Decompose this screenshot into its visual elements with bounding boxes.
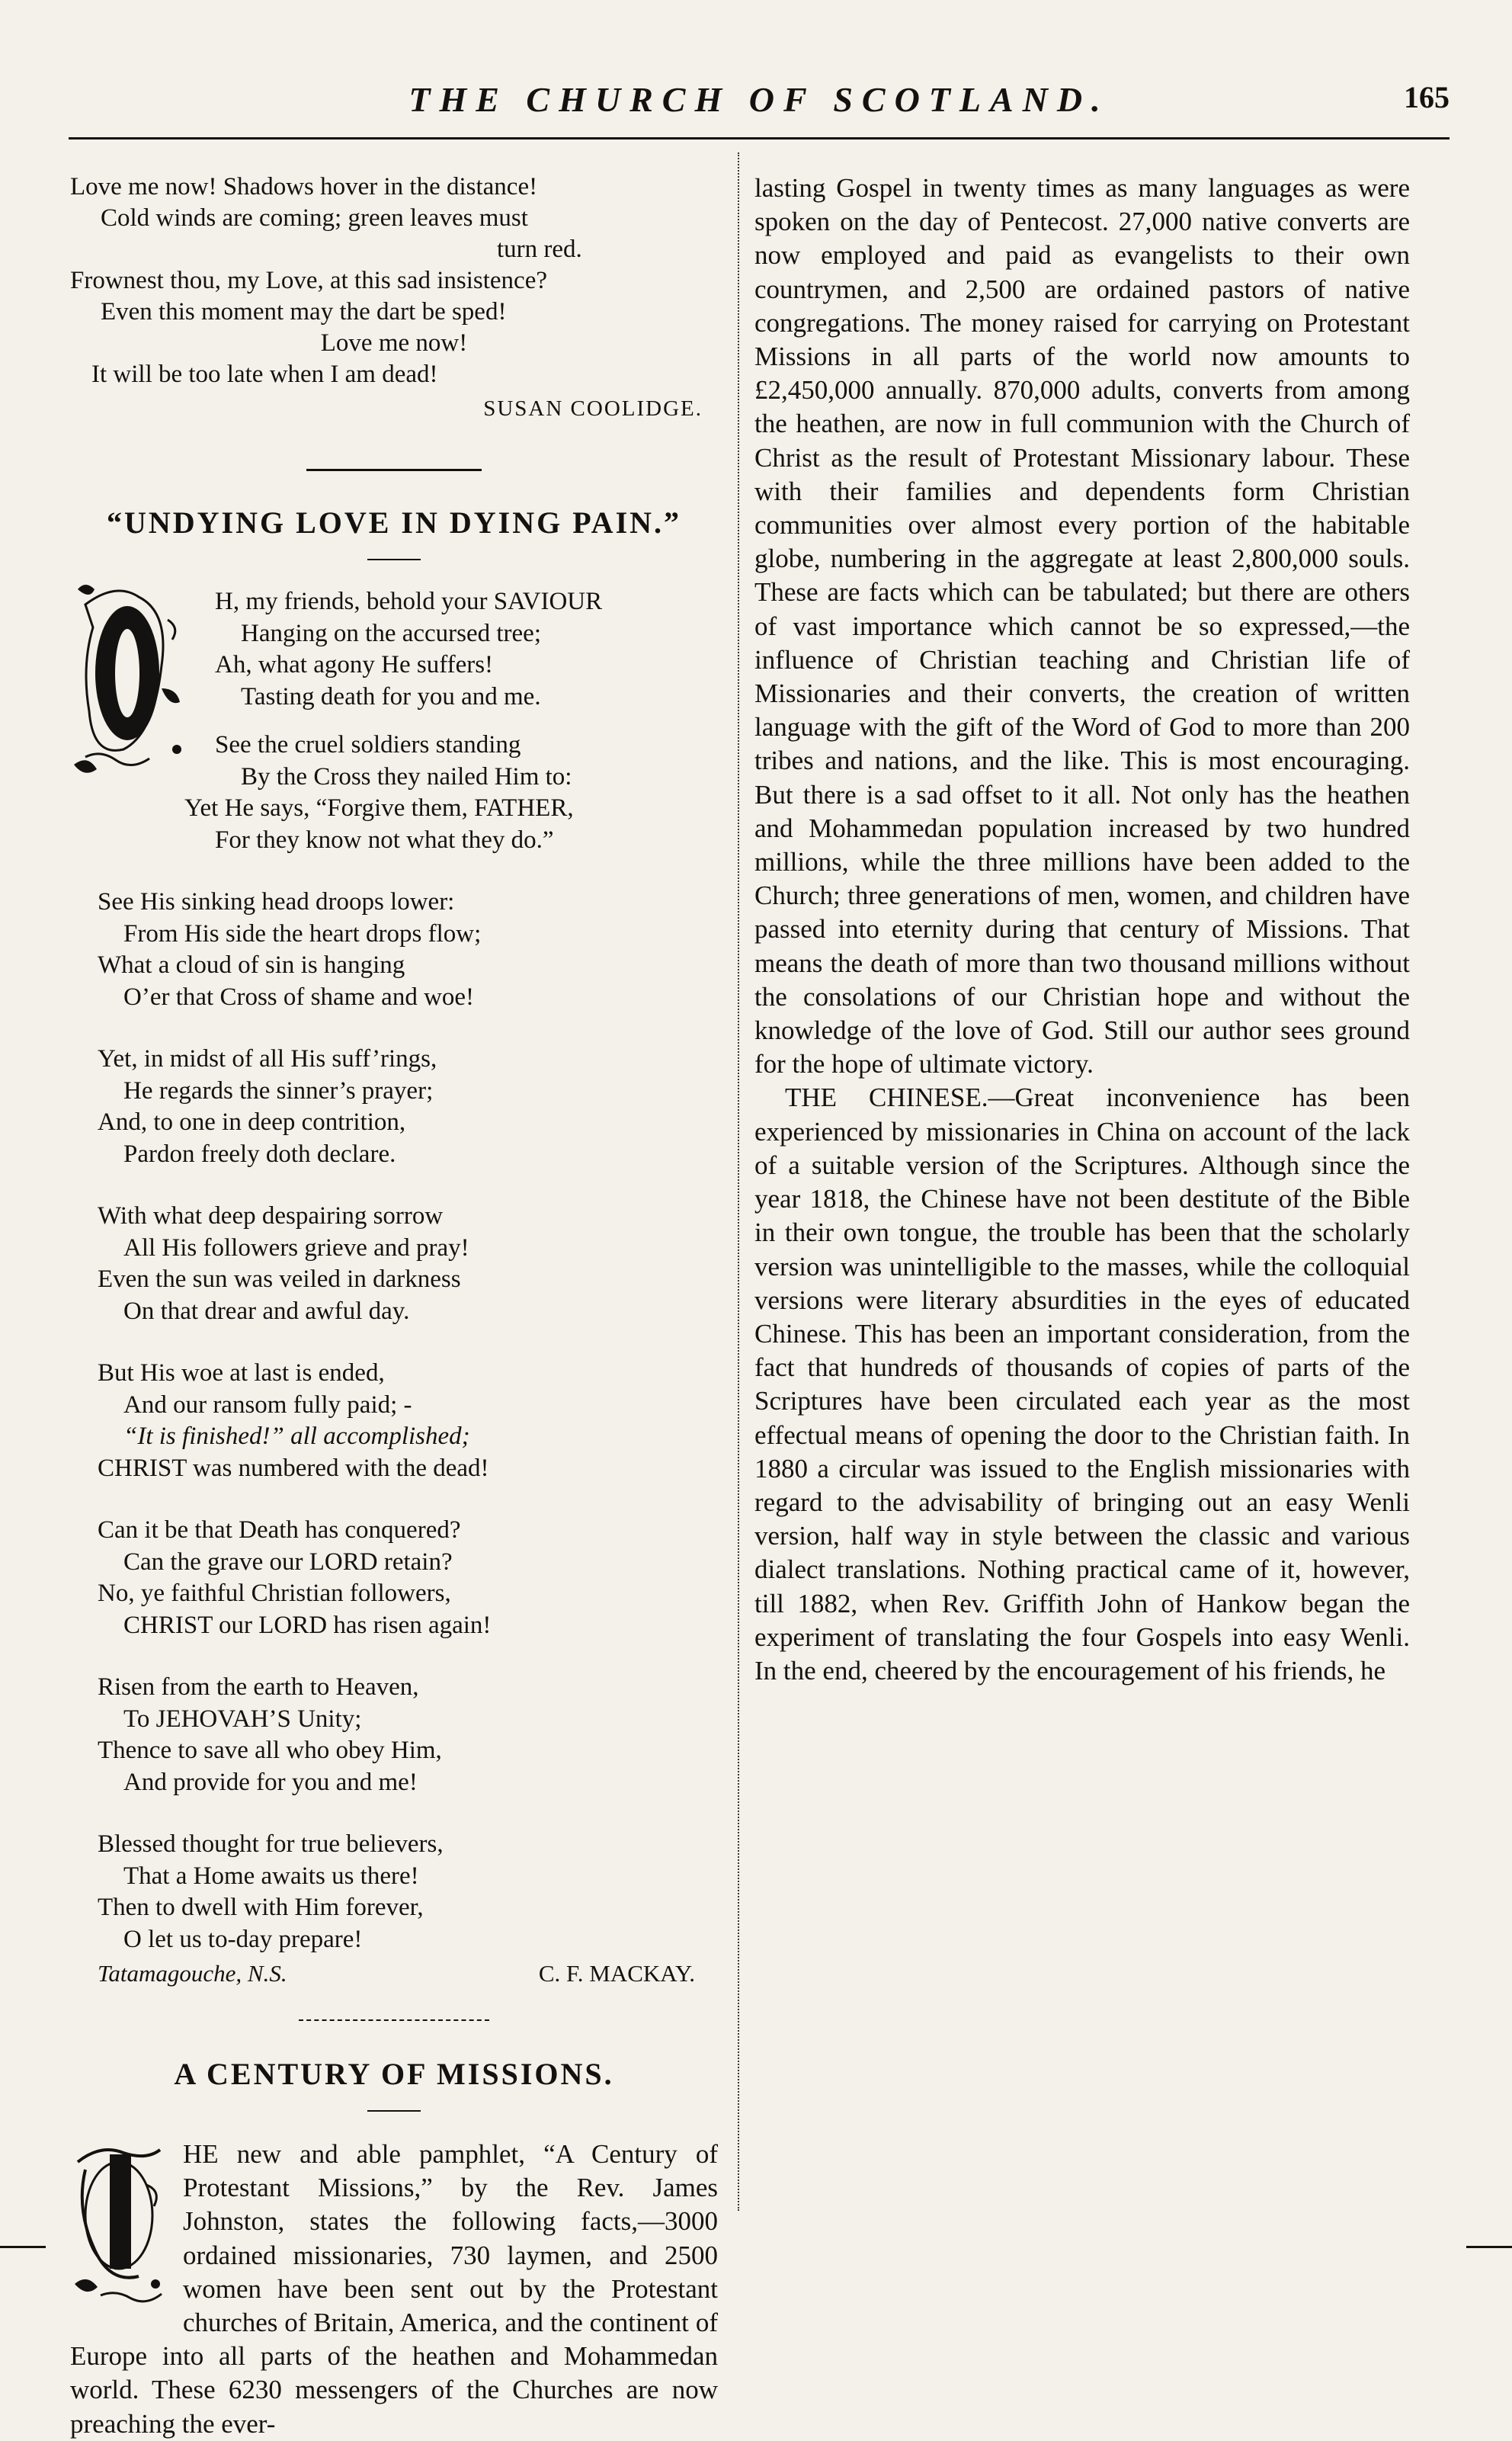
poem-line: And, to one in deep contrition, <box>98 1108 406 1136</box>
poem-line: O’er that Cross of shame and woe! <box>123 983 475 1011</box>
page-header <box>69 73 1450 134</box>
poem-line: He regards the sinner’s prayer; <box>123 1076 434 1105</box>
poem-title: “UNDYING LOVE IN DYING PAIN.” <box>106 505 682 540</box>
poem-line: Love me now! <box>320 329 468 357</box>
stanza <box>70 1829 718 1955</box>
poem-line: “It is finished!” all accomplished; <box>123 1423 470 1450</box>
poem-line: That a Home awaits us there! <box>123 1862 419 1890</box>
paragraph-text: —Great inconvenience has been experienced by missionaries in China on account of the lack of a suitable version of the Scriptures. Although since the year 1818, the Chinese have not been destitute of the Bible in their own tongue, the trouble has been that the scholarly version was unintelligible to the masses, while the colloquial versions were literary absurdities in the eyes of educated Chinese. This has been an important consideration, from the fact that hundreds of thousands of copies of parts of the Scriptures have been circulated each year as the most effectual means of opening the door to the Christian faith. In 1880 a circular was issued to the English missionaries with regard to the advisability of bringing out an easy Wenli version, half way in style between the classic and various dialect translations. Nothing practical came of it, however, till 1882, when Rev. Griffith John of Hankow began the experiment of translating the four Gospels into easy Wenli. In the end, cheered by the encouragement of his friends, he <box>754 1083 1410 1686</box>
poem-signature <box>70 1960 718 1987</box>
stanza <box>70 1044 718 1170</box>
poem-line: And provide for you and me! <box>123 1768 418 1796</box>
right-column <box>754 172 1410 1688</box>
poem-line: Can it be that Death has conquered? <box>98 1516 461 1544</box>
poem-line: It will be too late when I am dead! <box>91 361 438 388</box>
section-rule <box>306 469 482 471</box>
poem-line: No, ye faithful Christian followers, <box>98 1580 451 1607</box>
poem-line: By the Cross they nailed Him to: <box>241 762 572 791</box>
section-rule <box>299 2019 489 2021</box>
poem-line: On that drear and awful day. <box>123 1297 410 1325</box>
dropcap-ornament-icon <box>70 574 200 780</box>
poem-line: With what deep despairing sorrow <box>98 1202 444 1230</box>
stanza <box>70 1515 718 1641</box>
poem-line: Then to dwell with Him forever, <box>98 1894 424 1921</box>
poem-author: C. F. MACKAY. <box>538 1960 695 1987</box>
poem-line: See the cruel soldiers standing <box>215 731 521 759</box>
stanza <box>70 1358 718 1484</box>
poem-line: What a cloud of sin is hanging <box>98 951 405 979</box>
poem-line: Can the grave our LORD retain? <box>123 1548 453 1576</box>
header-rule <box>69 137 1450 140</box>
ornate-dropcap-t <box>70 2139 168 2305</box>
dropcap-ornament-icon <box>70 2139 168 2305</box>
poem-line: Yet, in midst of all His suff’rings, <box>98 1045 437 1073</box>
poem-line: Ah, what agony He suffers! <box>215 651 494 678</box>
poem-line: And our ransom fully paid; - <box>123 1391 412 1419</box>
stanza <box>70 1201 718 1327</box>
stanza <box>70 1672 718 1798</box>
article-body-left <box>70 2138 718 2441</box>
article-title: A CENTURY OF MISSIONS. <box>174 2057 614 2091</box>
left-column <box>70 172 718 2441</box>
poem-author: SUSAN COOLIDGE. <box>483 396 703 421</box>
poem-line: O let us to-day prepare! <box>123 1925 363 1953</box>
poem-line: Tasting death for you and me. <box>241 682 541 710</box>
paragraph-lead: THE CHINESE. <box>785 1083 988 1113</box>
poem-line: From His side the heart drops flow; <box>123 919 482 948</box>
poem-line: Hanging on the accursed tree; <box>241 619 542 647</box>
poem-line: For they know not what they do.” <box>215 826 554 854</box>
poem-line: H, my friends, behold your SAVIOUR <box>215 588 603 615</box>
title-rule <box>367 559 421 560</box>
poem-line: Blessed thought for true believers, <box>98 1830 444 1858</box>
poem-place: Tatamagouche, N.S. <box>98 1960 287 1987</box>
poem-line: Risen from the earth to Heaven, <box>98 1673 419 1701</box>
poem-line: CHRIST our LORD has risen again! <box>123 1611 492 1639</box>
article-paragraph: lasting Gospel in twenty times as many languages as were spoken on the day of Pentecost. 27,000 native converts are now employed and paid as evangelists to their own countrymen, and 2,500 are ordained pastors of native congregations. The money raised for carrying on Protestant Missions in all parts of the world now amounts to £2,450,000 annually. 870,000 adults, converts from among the heathen, are now in full communion with the Church of Christ as the result of Protestant Missionary labour. These with their families and dependents form Christian communities over almost every portion of the habitable globe, numbering in the aggregate at least 2,800,000 souls. These are facts which can be tabulated; but there are others of vast importance which cannot be so expressed,—the influence of Christian teaching and Christian life of Missionaries and their converts, the creation of written language with the gift of the Word of God to more than 200 tribes and nations, and the like. This is most encouraging. But there is a sad offset to it all. Not only has the heathen and Mohammedan population increased by two hundred millions, while the three millions have been added to the Church; three generations of men, women, and children have passed into eternity during that century of Missions. That means the death of more than two thousand millions without the consolations of our Christian hope and without the knowledge of the love of God. Still our author sees ground for the hope of ultimate victory. <box>754 173 1410 1079</box>
poem-line: Thence to save all who obey Him, <box>98 1737 442 1764</box>
page-number: 165 <box>1404 80 1450 114</box>
page-edge-mark <box>1466 2246 1512 2248</box>
poem-line: Yet He says, “Forgive them, FATHER, <box>184 794 574 822</box>
poem-line: turn red. <box>497 236 582 263</box>
ornate-dropcap-o <box>70 574 200 780</box>
stanza <box>70 586 718 713</box>
poem-line: But His woe at last is ended, <box>98 1359 385 1387</box>
poem-line: Frownest thou, my Love, at this sad insistence? <box>70 267 547 294</box>
poem-line: Cold winds are coming; green leaves must <box>101 204 528 232</box>
article-paragraph-chinese <box>754 1081 1410 1688</box>
article-paragraph: HE new and able pamphlet, “A Century of Protestant Missions,” by the Rev. James Johnston, states the following facts,—3000 ordained missionaries, 730 laymen, and 2500 women have been sent out by the Protestant churches of Britain, America, and the continent of Europe into all parts of the heathen and Mohammedan world. These 6230 messengers of the Churches are now preaching the ever- <box>70 2139 718 2439</box>
column-divider <box>738 152 739 2211</box>
page-edge-mark <box>0 2246 46 2248</box>
poem-line: CHRIST was numbered with the dead! <box>98 1454 489 1482</box>
poem-line: All His followers grieve and pray! <box>123 1233 469 1262</box>
poem-line: Even this moment may the dart be sped! <box>101 298 507 326</box>
poem-line: Pardon freely doth declare. <box>123 1140 396 1168</box>
poem-love-me-now <box>70 172 718 425</box>
stanza <box>70 887 718 1013</box>
article-body-right <box>754 172 1410 1688</box>
poem-line: Even the sun was veiled in darkness <box>98 1265 461 1293</box>
title-rule <box>367 2110 421 2112</box>
poem-line: To JEHOVAH’S Unity; <box>123 1705 362 1733</box>
poem-line: See His sinking head droops lower: <box>98 888 455 916</box>
poem-line: Love me now! Shadows hover in the distance! <box>70 173 538 200</box>
running-title: THE CHURCH OF SCOTLAND. <box>408 80 1110 119</box>
